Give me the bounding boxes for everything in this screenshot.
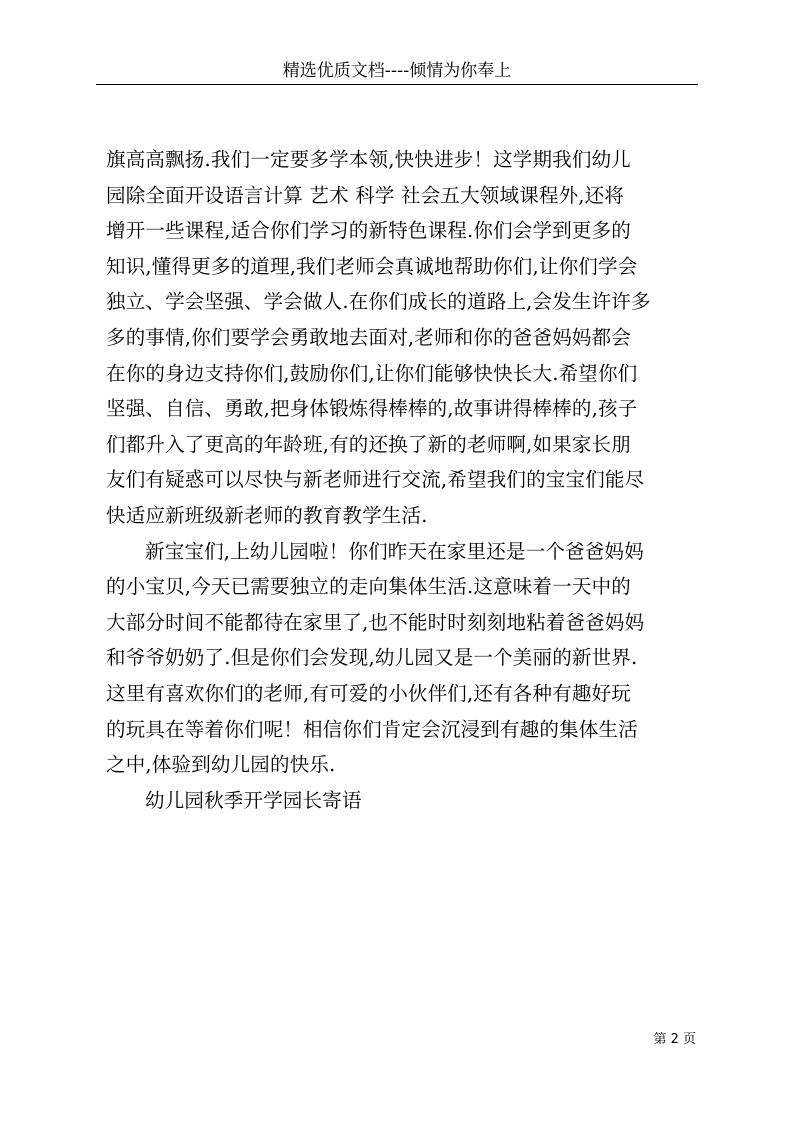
text-line: 独立、学会坚强、学会做人.在你们成长的道路上,会发生许许多 xyxy=(106,290,651,314)
text-line: 多的事情,你们要学会勇敢地去面对,老师和你的爸爸妈妈都会 xyxy=(106,325,631,349)
text-line: 坚强、自信、勇敢,把身体锻炼得棒棒的,故事讲得棒棒的,孩子 xyxy=(106,397,638,421)
text-line: 旗高高飘扬.我们一定要多学本领,快快进步！这学期我们幼儿 xyxy=(106,148,631,171)
paragraph-first-line: 新宝宝们,上幼儿园啦！你们昨天在家里还是一个爸爸妈妈 xyxy=(145,539,644,563)
text-line: 快适应新班级新老师的教育教学生活. xyxy=(106,503,428,527)
text-line: 的小宝贝,今天已需要独立的走向集体生活.这意味着一天中的 xyxy=(106,575,631,599)
text-line: 园除全面开设语言计算 艺术 科学 社会五大领域课程外,还将 xyxy=(106,183,625,207)
text-line: 大部分时间不能都待在家里了,也不能时时刻刻地粘着爸爸妈妈 xyxy=(106,610,645,634)
text-line: 增开一些课程,适合你们学习的新特色课程.你们会学到更多的 xyxy=(106,219,631,243)
page-number: 第 2 页 xyxy=(653,1032,696,1047)
text-line: 友们有疑惑可以尽快与新老师进行交流,希望我们的宝宝们能尽 xyxy=(106,468,645,492)
text-line: 们都升入了更高的年龄班,有的还换了新的老师啊,如果家长朋 xyxy=(106,432,631,456)
text-line: 这里有喜欢你们的老师,有可爱的小伙伴们,还有各种有趣好玩 xyxy=(106,681,631,705)
text-line: 的玩具在等着你们呢！相信你们肯定会沉浸到有趣的集体生活 xyxy=(106,717,638,741)
text-line: 之中,体验到幼儿园的快乐. xyxy=(106,753,336,777)
text-line: 和爷爷奶奶了.但是你们会发现,幼儿园又是一个美丽的新世界. xyxy=(106,646,638,670)
section-title: 幼儿园秋季开学园长寄语 xyxy=(145,788,362,812)
document-body xyxy=(106,142,690,818)
text-line: 在你的身边支持你们,鼓励你们,让你们能够快快长大.希望你们 xyxy=(106,361,638,385)
text-line: 知识,懂得更多的道理,我们老师会真诚地帮助你们,让你们学会 xyxy=(106,254,638,278)
page-header: 精选优质文档----倾情为你奉上 xyxy=(96,58,698,85)
